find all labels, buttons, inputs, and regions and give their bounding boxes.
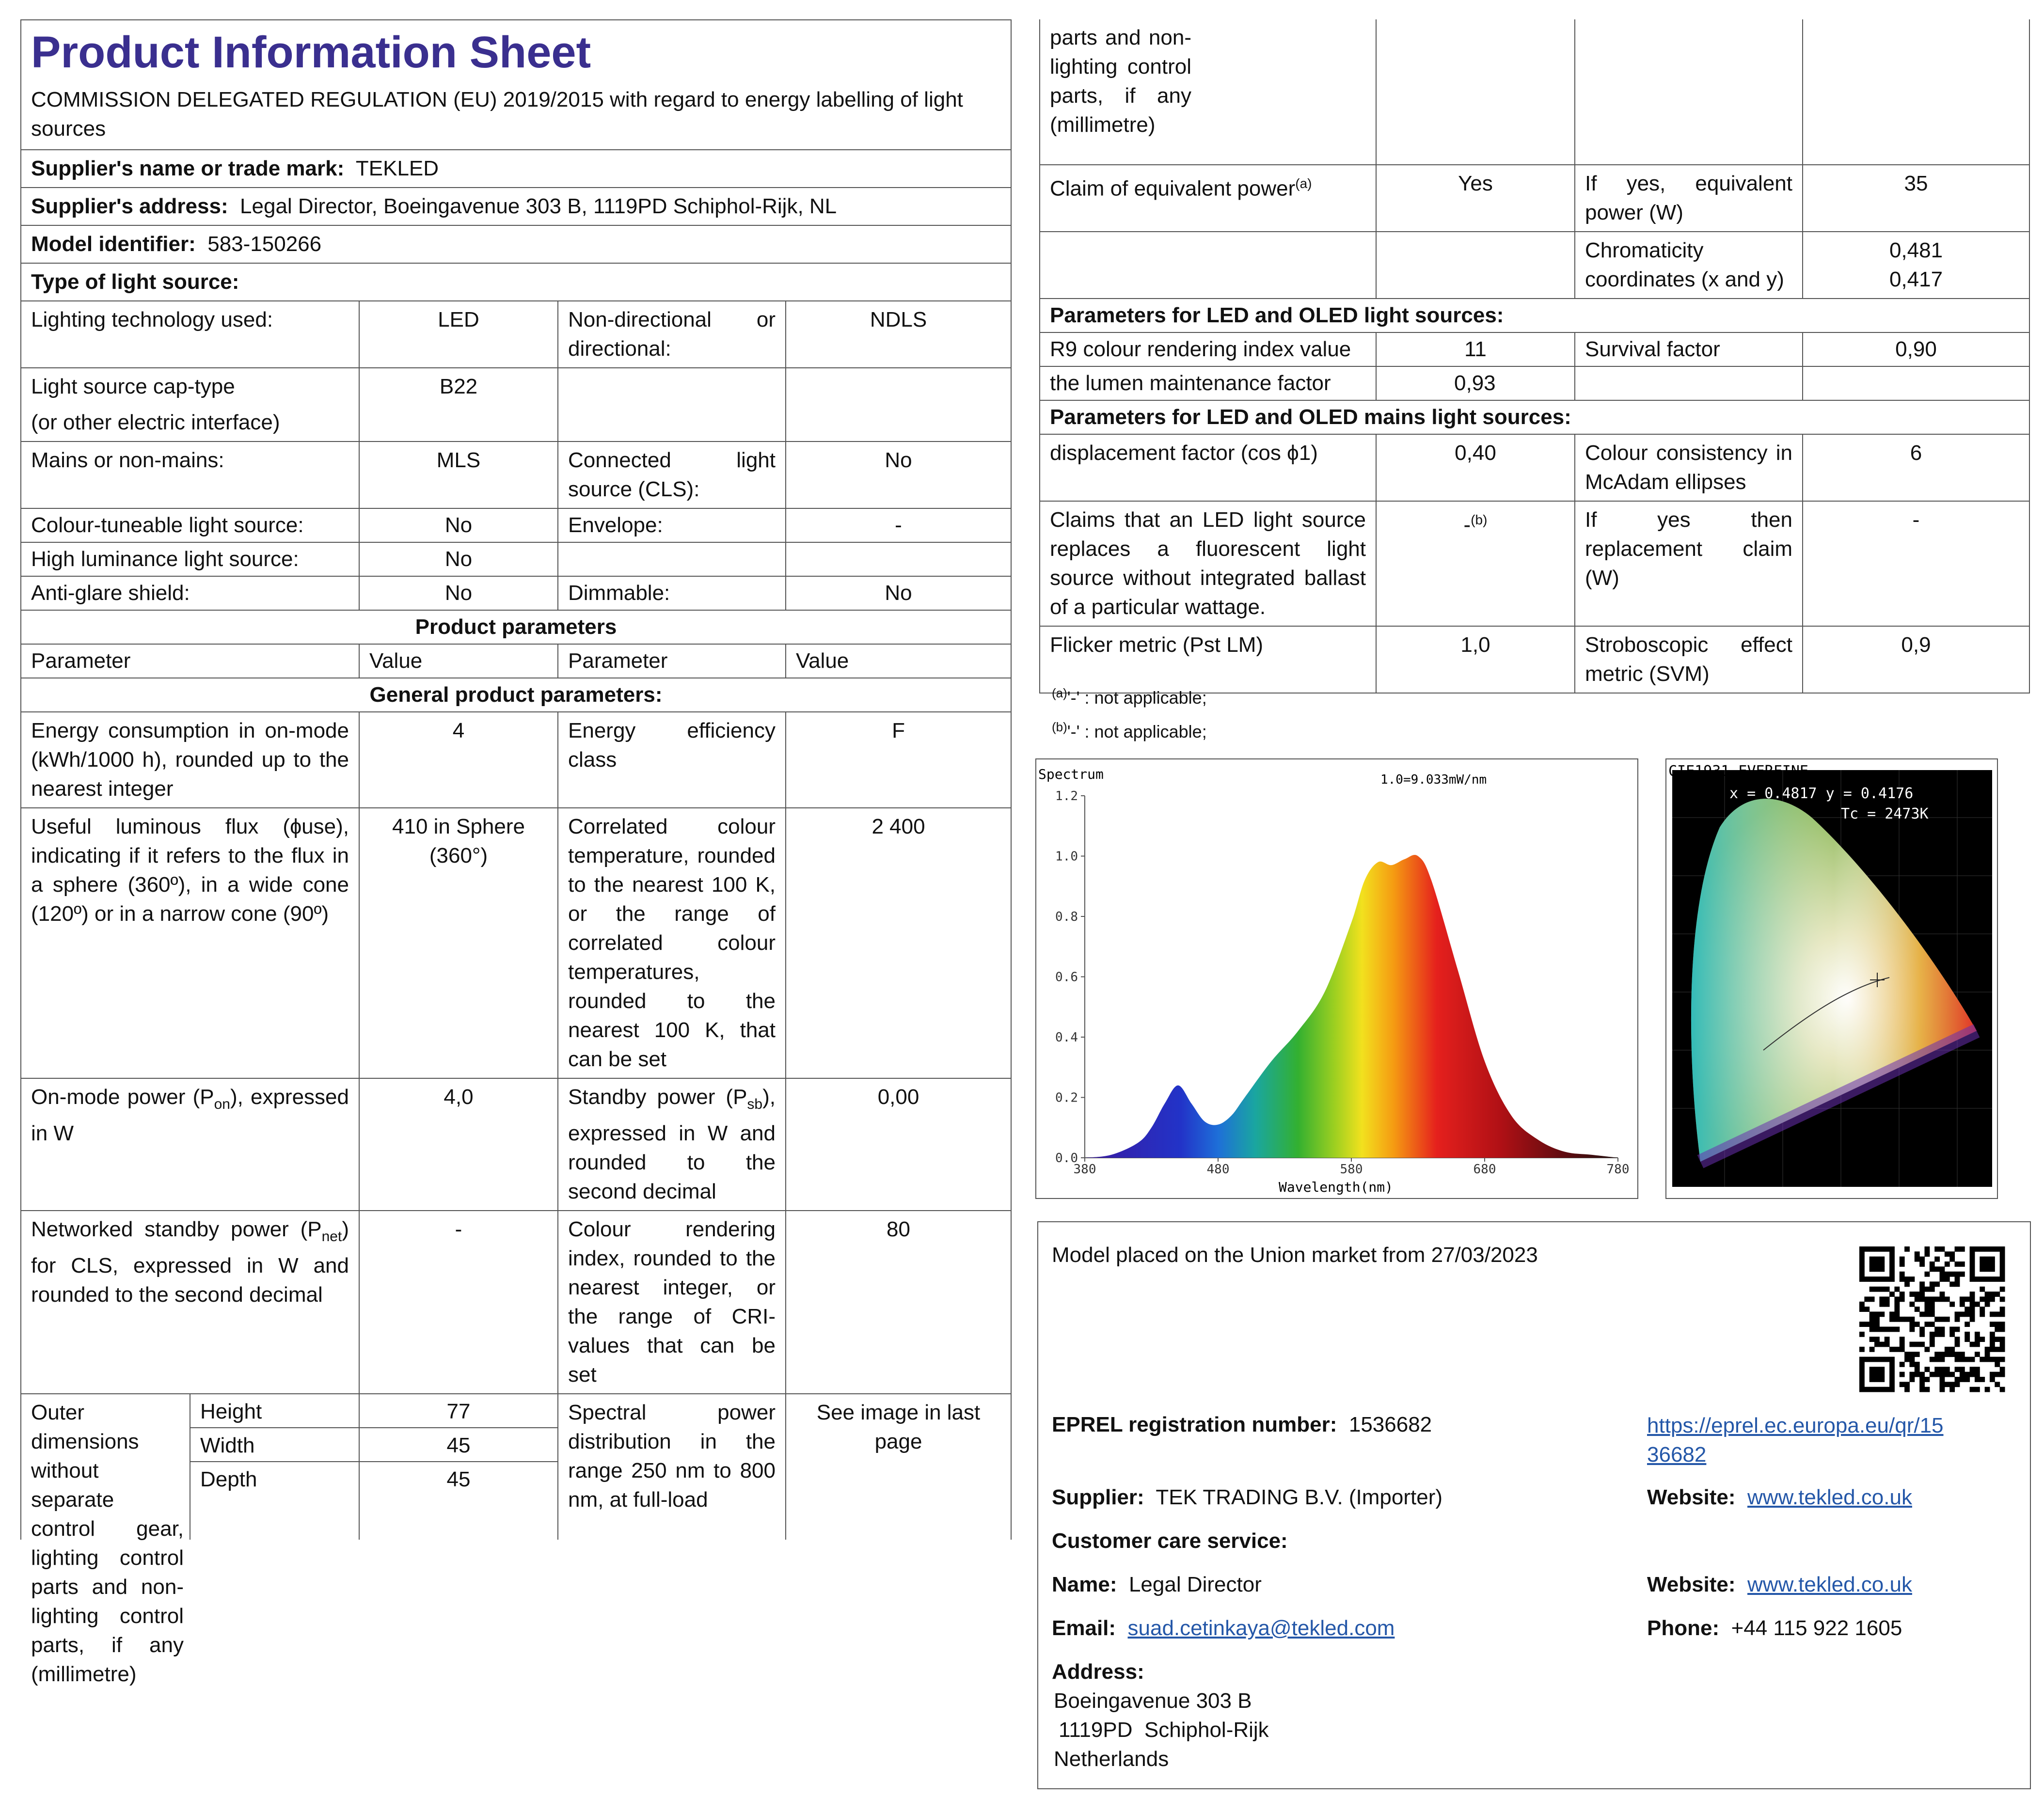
model-label: Model identifier:: [31, 232, 196, 256]
supplier-row: [1052, 1483, 1442, 1512]
col-header-value: Value: [359, 644, 558, 678]
led-params-heading: Parameters for LED and OLED light sources:: [1040, 299, 2029, 332]
address-line-2: 1119PD Schiphol-Rijk: [1059, 1718, 1269, 1742]
energy-class-label: Energy efficiency class: [558, 712, 786, 808]
email-row: [1052, 1614, 1394, 1643]
networked-standby-value: -: [359, 1211, 558, 1394]
networked-standby-label: [21, 1211, 359, 1394]
fluorescent-claim-value: [1376, 501, 1575, 626]
empty-cell: [1376, 19, 1575, 165]
x-axis-label: Wavelength(nm): [1279, 1179, 1394, 1195]
footnote-marker: (a): [1295, 176, 1312, 191]
spd-value: See image in last page: [786, 1394, 1011, 1540]
page-title: Product Information Sheet: [31, 28, 591, 77]
y-tick-label: 0.8: [1055, 910, 1078, 924]
chromaticity-label: Chromaticity coordinates (x and y): [1575, 232, 1803, 299]
y-tick-label: 0.2: [1055, 1090, 1078, 1105]
website-row-2: [1647, 1570, 1912, 1599]
address-line-1: Boeingavenue 303 B: [1054, 1689, 1252, 1713]
chromaticity-y: 0,417: [1889, 268, 1943, 291]
width-value: 45: [360, 1428, 557, 1462]
supplier-address-value: Legal Director, Boeingavenue 303 B, 1119PD Schiphol-Rijk, NL: [240, 194, 837, 218]
cct-label: Correlated colour temperature, rounded to the nearest 100 K, or the range of correlated colour temperatures, rounded to the nearest 100 K, that can be set: [558, 808, 786, 1078]
eprel-link-line-2[interactable]: 36682: [1647, 1443, 1707, 1466]
spectrum-area: [1085, 855, 1618, 1158]
supplier-name-value: TEKLED: [355, 157, 439, 180]
footnote-a: [1052, 682, 1207, 709]
supplier-name-row: [21, 150, 1011, 188]
eprel-label: EPREL registration number:: [1052, 1413, 1337, 1436]
contact-name-row: [1052, 1570, 1262, 1599]
contact-name-label: Name:: [1052, 1573, 1117, 1596]
networked-standby-text: Networked standby power (P: [31, 1217, 322, 1241]
y-tick-label: 1.0: [1055, 849, 1078, 864]
colour-consistency-value: 6: [1803, 434, 2029, 501]
empty-cell: [1803, 366, 2029, 400]
footnote-b: [1052, 716, 1207, 742]
flicker-value: 1,0: [1376, 626, 1575, 693]
cap-type-label: Light source cap-type: [31, 375, 235, 398]
type-value: B22: [359, 368, 558, 441]
dimensions-label-text: Outer dimensions without separate control gear, lighting control parts and non-lighting control parts, if any (millimetre): [31, 1400, 184, 1686]
type-label: High luminance light source:: [21, 542, 359, 576]
eprel-link-line-1[interactable]: https://eprel.ec.europa.eu/qr/15: [1647, 1414, 1944, 1437]
col-header-value: Value: [786, 644, 1011, 678]
dimensions-label: [21, 1394, 190, 1686]
address-heading: Address:: [1052, 1660, 1144, 1684]
right-info-table: [1039, 19, 2030, 694]
depth-value: 45: [446, 1467, 471, 1491]
equivalent-power-value: Yes: [1376, 165, 1575, 232]
on-mode-power-text-2: ), expressed in W: [31, 1085, 349, 1145]
x-tick-label: 480: [1206, 1162, 1230, 1177]
spectrum-chart: [1036, 759, 1637, 1198]
chart-title: Spectrum: [1038, 766, 1104, 782]
type-value: No: [359, 508, 558, 542]
type-value: [786, 542, 1011, 576]
footnote-mark: (b): [1052, 720, 1067, 734]
address-line-3: Netherlands: [1054, 1747, 1169, 1771]
type-label: Envelope:: [558, 508, 786, 542]
height-label: Height: [190, 1394, 359, 1428]
energy-class-value: F: [786, 712, 1011, 808]
type-value: No: [359, 542, 558, 576]
energy-consumption-label: Energy consumption in on-mode (kWh/1000 h), rounded up to the nearest integer: [21, 712, 359, 808]
networked-standby-sub: net: [321, 1228, 342, 1245]
replacement-claim-label: If yes then replacement claim (W): [1575, 501, 1803, 626]
phone-row: [1647, 1614, 1902, 1643]
equivalent-power-text: Claim of equivalent power: [1050, 176, 1296, 201]
cct-value: 2 400: [786, 808, 1011, 1078]
flicker-label: Flicker metric (Pst LM): [1040, 626, 1376, 693]
stroboscopic-label: Stroboscopic effect metric (SVM): [1575, 626, 1803, 693]
website-link[interactable]: www.tekled.co.uk: [1747, 1485, 1912, 1509]
type-value: [786, 368, 1011, 441]
email-label: Email:: [1052, 1616, 1116, 1640]
displacement-value: 0,40: [1376, 434, 1575, 501]
survival-value: 0,90: [1803, 332, 2029, 366]
empty-cell: [1803, 19, 2029, 165]
standby-power-text: Standby power (P: [568, 1085, 747, 1109]
footnote-marker: (b): [1471, 512, 1488, 527]
regulation-text: COMMISSION DELEGATED REGULATION (EU) 2019/2015 with regard to energy labelling of light sources: [31, 88, 963, 141]
standby-power-text-2: ), expressed in W and rounded to the second decimal: [568, 1085, 776, 1203]
chromaticity-values: [1803, 232, 2029, 299]
website-label: Website:: [1647, 1485, 1736, 1509]
type-value: LED: [359, 301, 558, 368]
dimension-values-cell: [359, 1394, 558, 1540]
type-value: NDLS: [786, 301, 1011, 368]
qr-code-icon[interactable]: [1859, 1246, 2005, 1392]
supplier-address-label: Supplier's address:: [31, 194, 228, 218]
r9-label: R9 colour rendering index value: [1040, 332, 1376, 366]
left-info-table: [20, 19, 1012, 1686]
networked-standby-text-2: ) for CLS, expressed in W and rounded to the second decimal: [31, 1217, 349, 1307]
website-link[interactable]: www.tekled.co.uk: [1747, 1573, 1912, 1596]
model-row: [21, 225, 1011, 263]
website-row: [1647, 1483, 1912, 1512]
y-tick-label: 1.2: [1055, 789, 1078, 804]
spectrum-chart-panel: [1035, 758, 1638, 1199]
x-tick-label: 580: [1340, 1162, 1363, 1177]
type-value: No: [786, 576, 1011, 610]
type-label: Anti-glare shield:: [21, 576, 359, 610]
dimensions-label-continued: parts and non-lighting control parts, if any (millimetre): [1040, 19, 1376, 165]
luminous-flux-label: Useful luminous flux (ɸuse), indicating if it refers to the flux in a sphere (360º), in a wide cone (120º) or in a narrow cone (90º): [21, 808, 359, 1078]
eprel-link[interactable]: [1647, 1411, 1986, 1469]
footnote-text: '-' : not applicable;: [1067, 688, 1207, 708]
lumen-maintenance-label: the lumen maintenance factor: [1040, 366, 1376, 400]
supplier-label: Supplier:: [1052, 1485, 1144, 1509]
fluorescent-claim-label: Claims that an LED light source replaces a fluorescent light source without integrated ballast of a particular wattage.: [1040, 501, 1376, 626]
fluorescent-claim-dash: -: [1463, 513, 1471, 537]
x-tick-label: 780: [1606, 1162, 1630, 1177]
eprel-value: 1536682: [1348, 1413, 1432, 1436]
model-value: 583-150266: [207, 232, 322, 256]
type-value: MLS: [359, 441, 558, 508]
empty-cell: [1575, 19, 1803, 165]
cie-title: CIE1931 EVERFINE: [1668, 763, 1808, 780]
colour-consistency-label: Colour consistency in McAdam ellipses: [1575, 434, 1803, 501]
empty-cell: [1040, 232, 1376, 299]
standby-power-value: 0,00: [786, 1078, 1011, 1211]
y-tick-label: 0.6: [1055, 970, 1078, 985]
header-cell: [21, 20, 1011, 150]
energy-consumption-value: 4: [359, 712, 558, 808]
lumen-maintenance-value: 0,93: [1376, 366, 1575, 400]
type-label: Non-directional or directional:: [558, 301, 786, 368]
type-label: [558, 542, 786, 576]
supplier-name-label: Supplier's name or trade mark:: [31, 157, 345, 180]
website-label: Website:: [1647, 1573, 1736, 1596]
phone-value: +44 115 922 1605: [1731, 1616, 1902, 1640]
cie-colour-temperature: Tc = 2473K: [1841, 805, 1929, 822]
equivalent-watt-value: 35: [1803, 165, 2029, 232]
footnote-text: '-' : not applicable;: [1067, 722, 1207, 741]
type-label: Mains or non-mains:: [21, 441, 359, 508]
type-label: Dimmable:: [558, 576, 786, 610]
survival-label: Survival factor: [1575, 332, 1803, 366]
chart-annotation: 1.0=9.033mW/nm: [1380, 772, 1487, 787]
supplier-address-row: [21, 188, 1011, 225]
type-label: Lighting technology used:: [21, 301, 359, 368]
spd-label: Spectral power distribution in the range 250 nm to 800 nm, at full-load: [558, 1394, 786, 1540]
replacement-claim-value: -: [1803, 501, 2029, 626]
width-label: Width: [190, 1428, 359, 1462]
y-tick-label: 0.0: [1055, 1151, 1078, 1166]
col-header-param: Parameter: [558, 644, 786, 678]
contact-name-value: Legal Director: [1128, 1573, 1262, 1596]
chromaticity-x: 0,481: [1889, 238, 1943, 262]
height-value: 77: [360, 1394, 557, 1428]
empty-cell: [1575, 366, 1803, 400]
on-mode-power-label: [21, 1078, 359, 1211]
cri-label: Colour rendering index, rounded to the nearest integer, or the range of CRI-values that can be set: [558, 1211, 786, 1394]
depth-label: Depth: [200, 1467, 257, 1491]
type-label: [558, 368, 786, 441]
type-heading: Type of light source:: [21, 263, 1011, 301]
cie-diagram-panel: [1665, 758, 1998, 1199]
stroboscopic-value: 0,9: [1803, 626, 2029, 693]
r9-value: 11: [1376, 332, 1575, 366]
cap-type-label-2: (or other electric interface): [31, 410, 280, 434]
cie-coordinates: x = 0.4817 y = 0.4176: [1729, 785, 1914, 802]
displacement-label: displacement factor (cos ϕ1): [1040, 434, 1376, 501]
dimension-labels-cell: [190, 1394, 359, 1540]
y-tick-label: 0.4: [1055, 1030, 1078, 1045]
luminous-flux-value: 410 in Sphere (360°): [359, 808, 558, 1078]
cie-diagram: [1666, 759, 1997, 1198]
standby-power-sub: sb: [747, 1096, 763, 1112]
on-mode-power-sub: on: [214, 1096, 230, 1112]
mains-params-heading: Parameters for LED and OLED mains light sources:: [1040, 400, 2029, 434]
customer-care-heading: Customer care service:: [1052, 1529, 1288, 1553]
market-info-panel: [1037, 1221, 2031, 1789]
email-link[interactable]: suad.cetinkaya@tekled.com: [1127, 1616, 1395, 1640]
on-mode-power-text: On-mode power (P: [31, 1085, 214, 1109]
type-value: No: [786, 441, 1011, 508]
on-mode-power-value: 4,0: [359, 1078, 558, 1211]
equivalent-watt-label: If yes, equivalent power (W): [1575, 165, 1803, 232]
equivalent-power-label: [1040, 165, 1376, 232]
empty-cell: [1376, 232, 1575, 299]
product-params-heading: Product parameters: [21, 610, 1011, 644]
supplier-value: TEK TRADING B.V. (Importer): [1156, 1485, 1443, 1509]
market-date: Model placed on the Union market from 27/03/2023: [1052, 1243, 1538, 1267]
type-label: [21, 368, 359, 441]
type-label: Colour-tuneable light source:: [21, 508, 359, 542]
standby-power-label: [558, 1078, 786, 1211]
col-header-param: Parameter: [21, 644, 359, 678]
type-label: Connected light source (CLS):: [558, 441, 786, 508]
x-tick-label: 380: [1073, 1162, 1096, 1177]
x-tick-label: 680: [1473, 1162, 1496, 1177]
footnote-mark: (a): [1052, 686, 1067, 700]
type-value: -: [786, 508, 1011, 542]
general-params-heading: General product parameters:: [21, 678, 1011, 712]
type-value: No: [359, 576, 558, 610]
cri-value: 80: [786, 1211, 1011, 1394]
eprel-row: [1052, 1410, 1432, 1439]
phone-label: Phone:: [1647, 1616, 1720, 1640]
